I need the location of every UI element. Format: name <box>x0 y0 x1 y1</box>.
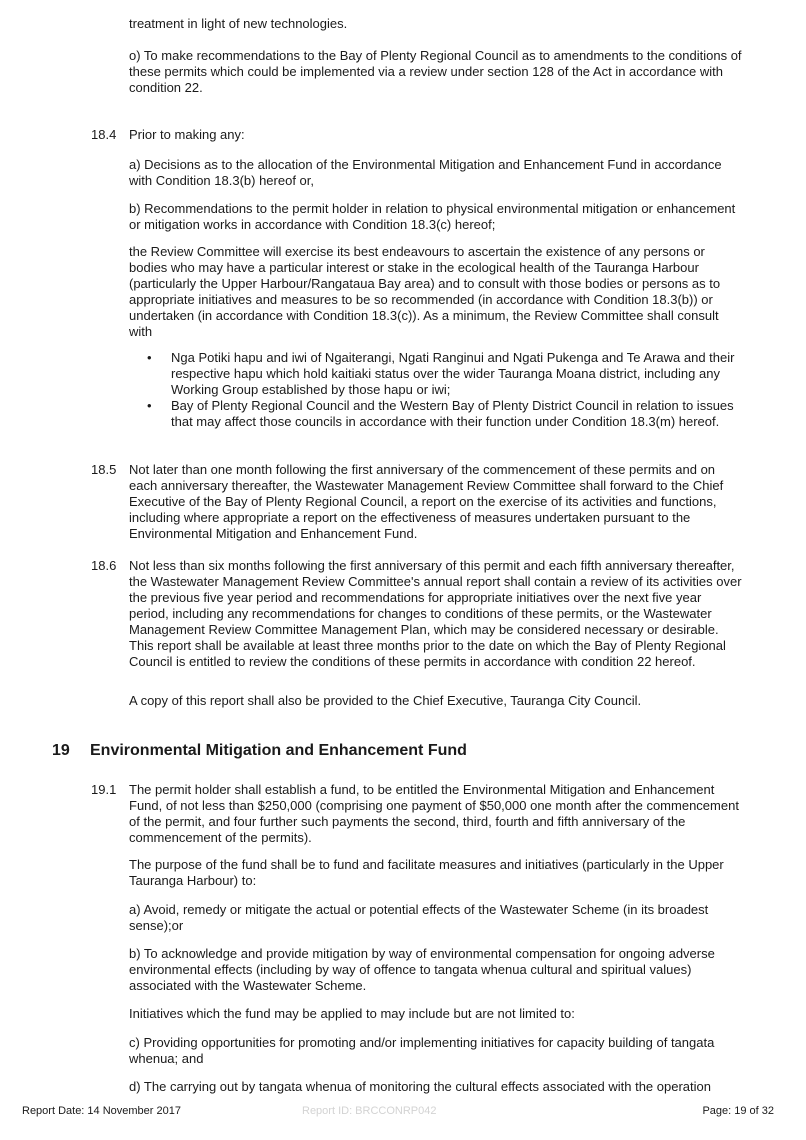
bullet-marker: • <box>147 350 152 365</box>
bullet-item-councils: Bay of Plenty Regional Council and the Western Bay of Plenty District Council in relation to issues that may affect those councils in accordance with their function under Condition 18.3(m) hereof. <box>171 398 734 429</box>
paragraph-18-4: Prior to making any: <box>129 127 245 142</box>
footer-report-date: Report Date: 14 November 2017 <box>22 1105 181 1117</box>
bullet-marker: • <box>147 398 152 413</box>
paragraph-19-1: The permit holder shall establish a fund, to be entitled the Environmental Mitigation and Enhancement Fund, of not less than $250,000 (comprising one payment of $50,000 one month after the commencement of the permit, and four further such payments the second, third, fourth and fifth anniversary of the commencement of the permits). <box>129 782 739 845</box>
paragraph-19-1-a: a) Avoid, remedy or mitigate the actual or potential effects of the Wastewater Scheme (in its broadest sense);or <box>129 902 709 933</box>
paragraph-19-1-b: b) To acknowledge and provide mitigation by way of environmental compensation for ongoing adverse environmental effects (including by way of offence to tangata whenua cultural and spiritual values) associated with the Wastewater Scheme. <box>129 946 715 993</box>
paragraph-18-4-b: b) Recommendations to the permit holder in relation to physical environmental mitigation or enhancement or mitigation works in accordance with Condition 18.3(c) hereof; <box>129 201 736 232</box>
paragraph-19-1-c: c) Providing opportunities for promoting and/or implementing initiatives for capacity building of tangata whenua; and <box>129 1035 715 1066</box>
section-number-19: 19 <box>52 742 70 759</box>
paragraph-18-4-a: a) Decisions as to the allocation of the Environmental Mitigation and Enhancement Fund in accordance with Condition 18.3(b) hereof or, <box>129 157 722 188</box>
paragraph-19-1-d: d) The carrying out by tangata whenua of monitoring the cultural effects associated with the operation <box>129 1079 711 1094</box>
paragraph-18-4-consult: the Review Committee will exercise its best endeavours to ascertain the existence of any persons or bodies who may have a particular interest or stake in the ecological health of the Tauranga Harbour (particularly the Upper Harbour/Rangataua Bay area) and to consult with those bodies or persons as to appropriate initiatives and measures to be so recommended (in accordance with Condition 18.3(b)) or undertaken (in accordance with Condition 18.3(c)). As a minimum, the Review Committee shall consult with <box>129 244 721 339</box>
paragraph-18-5: Not later than one month following the first anniversary of the commencement of these permits and on each anniversary thereafter, the Wastewater Management Review Committee shall forward to the Chief Executive of the Bay of Plenty Regional Council, a report on the exercise of its activities and functions, including where appropriate a report on the effectiveness of measures undertaken pursuant to the Environmental Mitigation and Enhancement Fund. <box>129 462 724 541</box>
paragraph-18-6: Not less than six months following the first anniversary of this permit and each fifth anniversary thereafter, the Wastewater Management Review Committee's annual report shall contain a review of its activities over the previous five year period and recommendations for appropriate initiatives over the next five year period, including any recommendations for changes to conditions of these permits, or the Wastewater Management Review Committee Management Plan, which may be considered necessary or desirable. This report shall be available at least three months prior to the date on which the Bay of Plenty Regional Council is entitled to review the conditions of these permits in accordance with condition 22 hereof. <box>129 558 742 669</box>
paragraph-treatment: treatment in light of new technologies. <box>129 16 348 31</box>
clause-number-18-5: 18.5 <box>91 462 117 477</box>
clause-number-18-6: 18.6 <box>91 558 117 573</box>
footer-page-number: Page: 19 of 32 <box>702 1105 774 1117</box>
footer-report-id: Report ID: BRCCONRP042 <box>302 1105 437 1117</box>
paragraph-19-1-initiatives: Initiatives which the fund may be applied to may include but are not limited to: <box>129 1006 575 1021</box>
paragraph-18-6-copy: A copy of this report shall also be provided to the Chief Executive, Tauranga City Council. <box>129 693 642 708</box>
paragraph-19-1-purpose: The purpose of the fund shall be to fund and facilitate measures and initiatives (particularly in the Upper Tauranga Harbour) to: <box>129 857 724 888</box>
paragraph-18-3-o: o) To make recommendations to the Bay of Plenty Regional Council as to amendments to the conditions of these permits which could be implemented via a review under section 128 of the Act in accordance with condition 22. <box>129 48 742 95</box>
section-heading-19: Environmental Mitigation and Enhancement Fund <box>90 742 467 759</box>
clause-number-19-1: 19.1 <box>91 782 117 797</box>
clause-number-18-4: 18.4 <box>91 127 117 142</box>
bullet-item-iwi: Nga Potiki hapu and iwi of Ngaiterangi, Ngati Ranginui and Ngati Pukenga and Te Arawa and their respective hapu which hold kaitiaki status over the wider Tauranga Moana district, including any Working Group established by those hapu or iwi; <box>171 350 735 397</box>
